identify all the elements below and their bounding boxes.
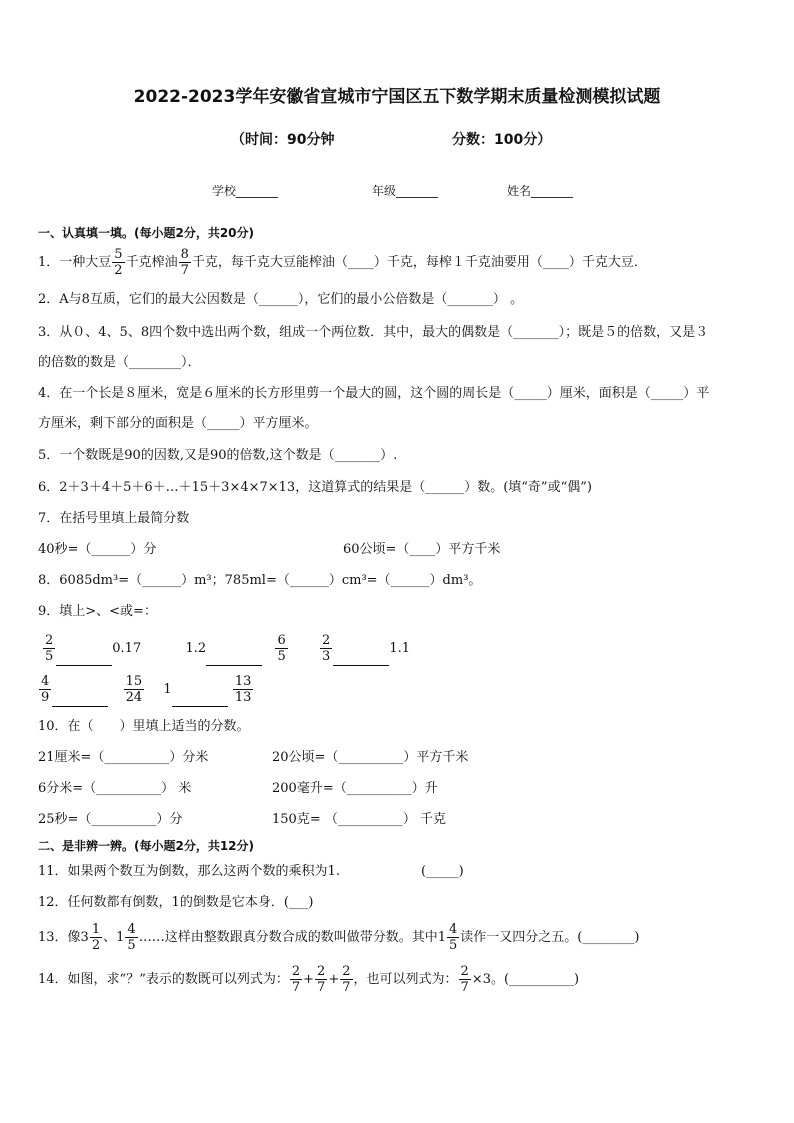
question-11-answer: (_____)	[421, 864, 464, 879]
question-7: 7．在括号里填上最简分数	[38, 511, 190, 526]
question-12: 12．任何数都有倒数，1的倒数是它本身．(___)	[38, 895, 314, 910]
fraction: $\frac{4}{5}$	[448, 922, 458, 953]
question-10a: 21厘米=（__________）分米	[38, 750, 209, 765]
fraction: $\frac{2}{7}$	[460, 964, 469, 995]
grade-field: 年级_______	[372, 184, 439, 198]
fraction: $\frac{5}{2}$	[114, 247, 123, 278]
fraction: $\frac{4}{5}$	[127, 922, 136, 953]
question-10c: 6分米=（__________） 米	[38, 781, 192, 796]
question-1: 1．一种大豆 $\frac{5}{2}$ 千克榨油 $\frac{8}{7}$ 千克，每千克大豆能榨油（____）千克，每榨１千克油要用（____）千克大豆．	[38, 247, 647, 278]
section-1-heading: 一、认真填一填。(每小题2分，共20分)	[38, 226, 255, 240]
fraction: $\frac{2}{7}$	[342, 964, 351, 995]
question-7b: 60公顷=（____）平方千米	[343, 542, 501, 557]
name-field: 姓名_______	[507, 184, 574, 198]
question-7a: 40秒=（______）分	[38, 542, 157, 557]
question-4: 4．在一个长是８厘米，宽是６厘米的长方形里剪一个最大的圆，这个圆的周长是（_____）厘米，面积是（_____）平	[38, 386, 710, 401]
question-6: 6．2＋3＋4＋5＋6＋…＋15＋3×4×7×13，这道算式的结果是（______）数。(填“奇”或“偶”)	[38, 480, 592, 495]
fraction: $\frac{15}{24}$	[125, 674, 143, 705]
question-10f: 150克= （__________） 千克	[272, 812, 446, 827]
answer-line[interactable]	[56, 651, 112, 666]
score-label: 分数：100分）	[452, 132, 552, 148]
answer-line[interactable]	[206, 651, 262, 666]
question-13: 13．像3 $\frac{1}{2}$ 、1 $\frac{4}{5}$ ……这样由整数跟真分数合成的数叫做带分数。其中1 $\frac{4}{5}$ 读作一又四分之五。(________)	[38, 922, 640, 953]
question-2: 2．A与8互质，它们的最大公因数是（______），它们的最小公倍数是（_______） 。	[38, 292, 524, 307]
question-11: 11．如果两个数互为倒数，那么这两个数的乘积为1.	[38, 864, 340, 879]
question-10e: 25秒=（__________）分	[38, 812, 183, 827]
fraction: $\frac{2}{7}$	[291, 964, 301, 995]
question-3: 3．从０、4、5、8四个数中选出两个数，组成一个两位数．其中，最大的偶数是（_______）；既是５的倍数，又是３	[38, 325, 709, 340]
question-10b: 20公顷=（__________）平方千米	[272, 750, 469, 765]
answer-line[interactable]	[52, 692, 108, 707]
time-label: （时间：90分钟	[231, 132, 335, 148]
question-9-row-1: $\frac{2}{5}$ 0.17 1.2 $\frac{6}{5}$ $\frac{2}{3}$ 1.1	[45, 633, 411, 664]
question-10: 10．在（ ）里填上适当的分数。	[38, 719, 250, 734]
fraction: $\frac{1}{2}$	[91, 922, 101, 953]
question-5: 5．一个数既是90的因数,又是90的倍数,这个数是（_______）.	[38, 448, 398, 463]
fraction: $\frac{2}{7}$	[317, 964, 326, 995]
fraction: $\frac{2}{5}$	[45, 633, 54, 664]
question-10d: 200毫升=（__________）升	[272, 781, 438, 796]
fraction: $\frac{13}{13}$	[234, 674, 252, 705]
question-3-cont: 的倍数的数是（________）．	[38, 355, 201, 370]
fraction: $\frac{8}{7}$	[180, 247, 189, 278]
question-4-cont: 方厘米，剩下部分的面积是（_____）平方厘米。	[38, 416, 318, 431]
answer-line[interactable]	[172, 692, 228, 707]
section-2-heading: 二、是非辨一辨。(每小题2分，共12分)	[38, 839, 255, 853]
answer-line[interactable]	[333, 651, 389, 666]
question-9-row-2: $\frac{4}{9}$ $\frac{15}{24}$ 1 $\frac{13}{13}$	[41, 674, 252, 705]
fraction: $\frac{2}{3}$	[322, 633, 331, 664]
question-9: 9．填上>、<或=：	[38, 604, 157, 619]
page-title: 2022-2023学年安徽省宣城市宁国区五下数学期末质量检测模拟试题	[133, 87, 661, 107]
school-field: 学校_______	[212, 184, 279, 198]
question-8: 8．6085dm³=（______）m³；785ml=（______）cm³=（______）dm³。	[38, 573, 482, 588]
question-14: 14．如图，求“？”表示的数既可以列式为： $\frac{2}{7}$ + $\frac{2}{7}$ + $\frac{2}{7}$ ，也可以列式为： $\frac{2}{7}$ ×3。(__________)	[38, 964, 580, 995]
fraction: $\frac{6}{5}$	[277, 633, 286, 664]
fraction: $\frac{4}{9}$	[41, 674, 50, 705]
